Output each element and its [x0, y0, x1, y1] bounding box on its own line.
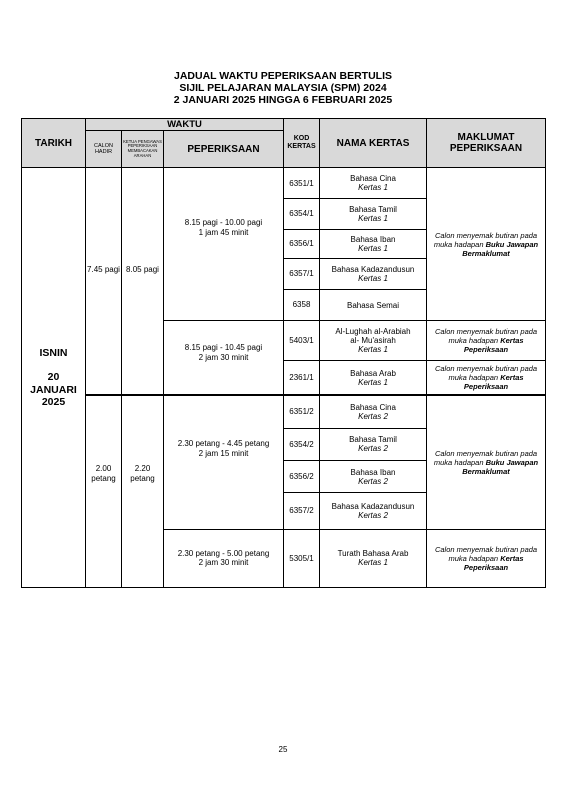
paper-kertas: Kertas 1: [358, 273, 388, 283]
afternoon-ketua-pengawas-text: 2.20 petang: [130, 464, 155, 483]
page-number: 25: [278, 745, 288, 754]
document-title-line2: SIJIL PELAJARAN MALAYSIA (SPM) 2024: [179, 82, 387, 94]
document-title-line1: JADUAL WAKTU PEPERIKSAAN BERTULIS: [174, 70, 392, 82]
afternoon-ketua-pengawas: [122, 395, 164, 587]
info-text: Calon menyemak butiran pada muka hadapan: [433, 230, 538, 249]
morning-session1-duration: 1 jam 45 minit: [198, 227, 249, 237]
morning-calon-hadir-text: 7.45 pagi: [87, 265, 120, 275]
morning-session2-duration: 2 jam 30 minit: [198, 352, 249, 362]
info-text: Calon menyemak butiran pada muka hadapan: [434, 327, 538, 346]
document-title-line3: 2 JANUARI 2025 HINGGA 6 FEBRUARI 2025: [173, 94, 393, 106]
info-bold: Buku Jawapan Bermaklumat: [462, 457, 539, 476]
exam-timetable: [21, 118, 546, 588]
info-text: Calon menyemak butiran pada muka hadapan: [434, 544, 538, 563]
header-tarikh: TARIKH: [22, 119, 86, 168]
morning-session2-time: [164, 321, 284, 395]
day-name: ISNIN: [39, 346, 68, 359]
paper-kertas: Kertas 1: [358, 345, 388, 355]
info-bold: Kertas Peperiksaan: [463, 373, 524, 392]
paper-name-line2: al- Mu'asirah: [350, 336, 396, 346]
morning-session1-time-text: 8.15 pagi - 10.00 pagi: [184, 218, 263, 228]
paper-code: 6357/2: [284, 493, 320, 529]
afternoon-session1-time-text: 2.30 petang - 4.45 petang: [177, 439, 270, 449]
morning-session1-info: [427, 168, 546, 321]
paper-code: 6351/2: [284, 395, 320, 428]
paper-code: 6354/2: [284, 428, 320, 460]
paper-name: Al-Lughah al-Arabiah: [335, 327, 411, 337]
paper-code: 6357/1: [284, 258, 320, 289]
paper-name-cell: [320, 428, 427, 460]
morning-ketua-pengawas-text: 8.05 pagi: [126, 265, 159, 275]
paper-kertas: Kertas 1: [358, 214, 388, 224]
paper-name: Bahasa Kadazandusun: [331, 501, 415, 511]
paper-name-cell: [320, 461, 427, 493]
paper-code: 6354/1: [284, 199, 320, 229]
header-waktu: WAKTU: [86, 119, 284, 131]
afternoon-session1-duration: 2 jam 15 minit: [198, 448, 249, 458]
paper-name-cell: [320, 395, 427, 428]
afternoon-session2-time: [164, 529, 284, 587]
paper-kertas: Kertas 2: [358, 510, 388, 520]
paper-name: Bahasa Iban: [350, 234, 396, 244]
info-bold: Kertas Peperiksaan: [463, 336, 524, 355]
date-cell: [22, 168, 86, 588]
paper-name-cell: [320, 229, 427, 258]
paper-name-cell: [320, 321, 427, 361]
paper-name-cell: [320, 290, 427, 321]
header-maklumat: MAKLUMAT PEPERIKSAAN: [427, 119, 546, 168]
paper-name: Bahasa Cina: [350, 174, 396, 184]
paper-kertas: Kertas 1: [358, 558, 388, 568]
info-text: Calon menyemak butiran pada muka hadapan: [434, 364, 538, 383]
paper-kertas: Kertas 1: [358, 377, 388, 387]
paper-kertas: Kertas 2: [358, 476, 388, 486]
paper-name-cell: [320, 258, 427, 289]
paper-kertas: Kertas 1: [358, 183, 388, 193]
afternoon-session2-duration: 2 jam 30 minit: [198, 558, 249, 568]
paper-name: Bahasa Tamil: [349, 205, 397, 215]
header-nama-kertas: NAMA KERTAS: [320, 119, 427, 168]
paper-name-cell: [320, 493, 427, 529]
afternoon-calon-hadir-text: 2.00 petang: [91, 464, 116, 483]
paper-name: Bahasa Cina: [350, 403, 396, 413]
info-text: Calon menyemak butiran pada muka hadapan: [433, 448, 538, 467]
morning-ketua-pengawas: [122, 168, 164, 395]
morning-session2-time-text: 8.15 pagi - 10.45 pagi: [184, 343, 263, 353]
header-calon-hadir: CALON HADIR: [86, 131, 122, 168]
header-ketua-pengawas: KETUA PENGAWAS PEPERIKSAAN MEMBACAKAN ARAHAN: [122, 131, 164, 168]
paper-kertas: Kertas 2: [358, 412, 388, 422]
paper-kertas: Kertas 2: [358, 444, 388, 454]
paper-name-cell: [320, 529, 427, 587]
paper-code: 6358: [284, 290, 320, 321]
paper-kertas: Kertas 1: [358, 243, 388, 253]
paper-name: Bahasa Tamil: [349, 435, 397, 445]
info-bold: Buku Jawapan Bermaklumat: [462, 239, 539, 258]
paper-code: 6356/1: [284, 229, 320, 258]
paper-name-cell: [320, 361, 427, 395]
morning-session2-info-2: [427, 361, 546, 395]
paper-name: Bahasa Iban: [350, 467, 396, 477]
afternoon-session1-info: [427, 395, 546, 529]
day-year: 2025: [41, 396, 66, 409]
header-peperiksaan: PEPERIKSAAN: [164, 131, 284, 168]
afternoon-session2-time-text: 2.30 petang - 5.00 petang: [177, 548, 270, 558]
afternoon-session1-time: [164, 395, 284, 529]
day-date: 20: [47, 371, 60, 384]
paper-name: Bahasa Kadazandusun: [331, 264, 415, 274]
afternoon-calon-hadir: [86, 395, 122, 587]
morning-session2-info-1: [427, 321, 546, 361]
header-kod-kertas: KOD KERTAS: [284, 119, 320, 168]
paper-code: 6356/2: [284, 461, 320, 493]
morning-session1-time: [164, 168, 284, 321]
day-month: JANUARI: [30, 383, 77, 396]
paper-code: 5305/1: [284, 529, 320, 587]
paper-name-cell: [320, 199, 427, 229]
paper-name: Bahasa Semai: [347, 300, 400, 310]
paper-name: Bahasa Arab: [350, 368, 396, 378]
morning-calon-hadir: [86, 168, 122, 395]
paper-code: 6351/1: [284, 168, 320, 199]
afternoon-session2-info: [427, 529, 546, 587]
paper-name-cell: [320, 168, 427, 199]
paper-code: 2361/1: [284, 361, 320, 395]
info-bold: Kertas Peperiksaan: [463, 553, 524, 572]
paper-code: 5403/1: [284, 321, 320, 361]
paper-name: Turath Bahasa Arab: [337, 549, 409, 559]
